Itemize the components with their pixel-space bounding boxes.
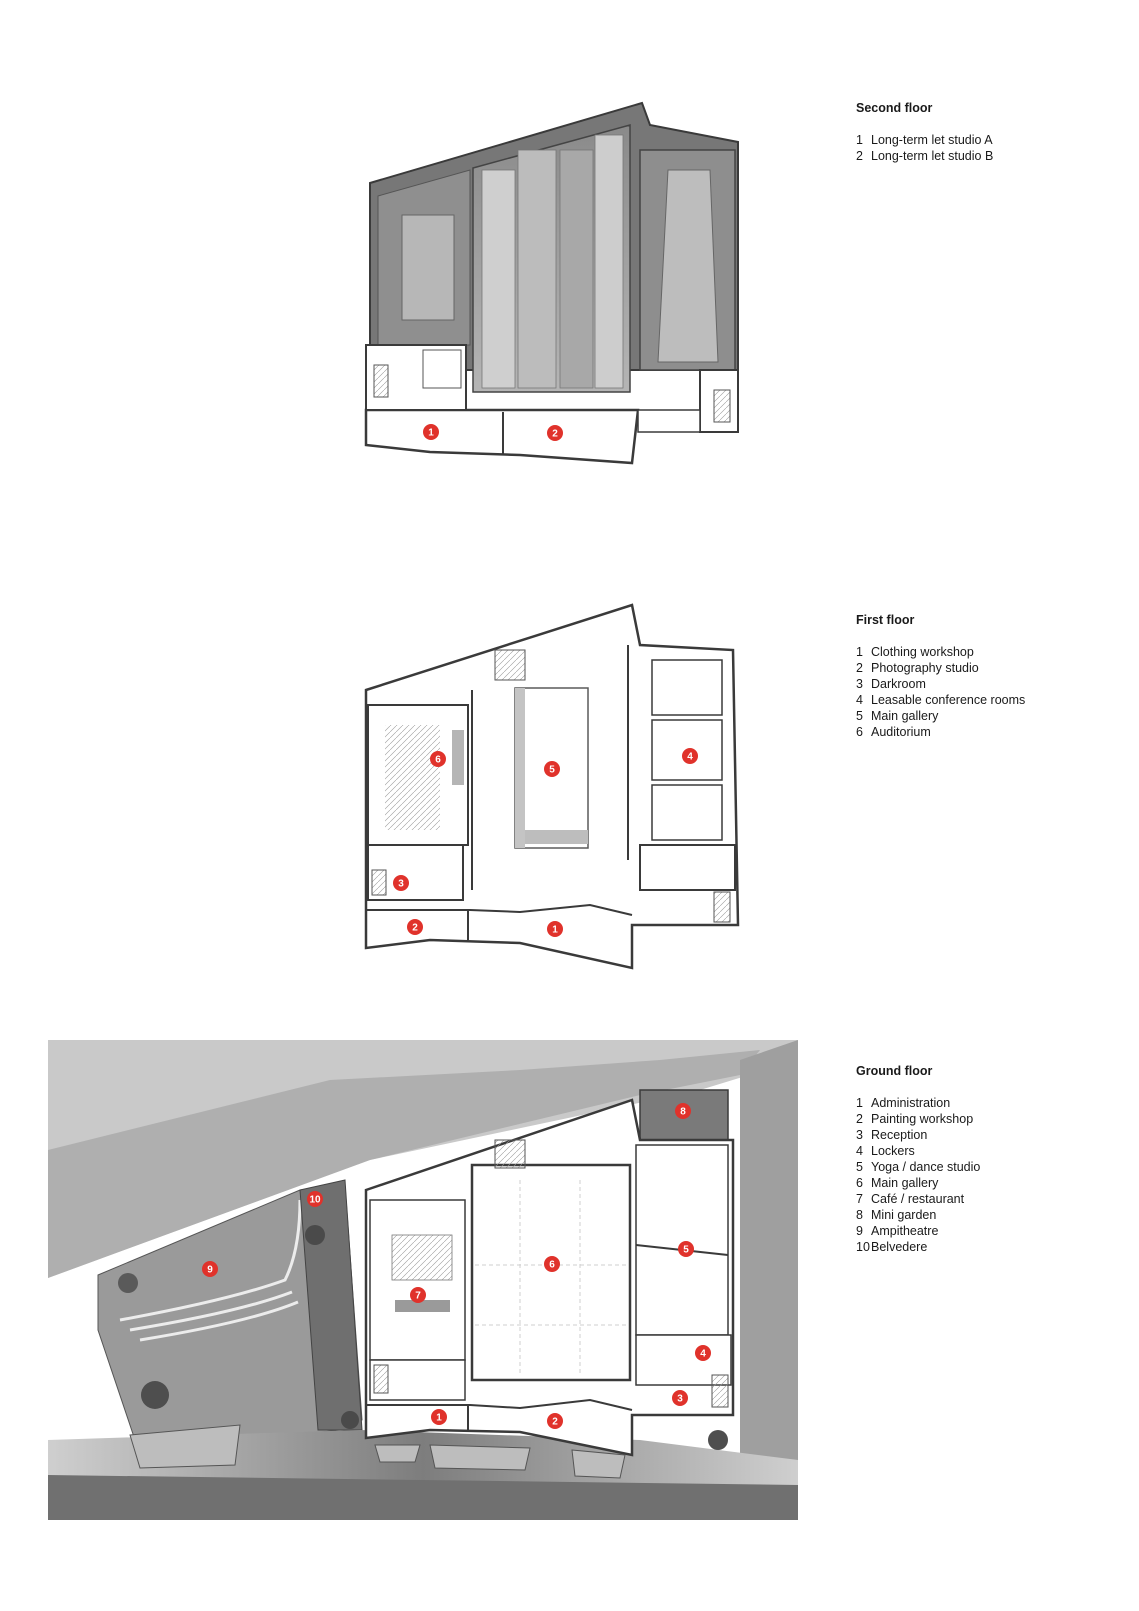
main-gallery-ground <box>472 1165 630 1380</box>
roof-light-right <box>658 170 718 362</box>
marker-ground-8 <box>675 1103 691 1119</box>
roof-ridge-2 <box>518 150 556 388</box>
stair-ground-top <box>495 1140 525 1168</box>
svg-text:1: 1 <box>428 427 434 439</box>
legend-item: 3 Reception <box>856 1128 928 1142</box>
roof-light-left <box>402 215 454 320</box>
svg-text:4: 4 <box>700 1348 706 1360</box>
svg-text:3: 3 <box>398 878 404 890</box>
legend-item: 1 Long-term let studio A <box>856 133 993 147</box>
conference-room-1 <box>652 660 722 715</box>
legend-title: Ground floor <box>856 1064 933 1078</box>
svg-text:6: 6 <box>435 754 441 766</box>
legend-title: Second floor <box>856 101 933 115</box>
svg-text:2: 2 <box>412 922 418 934</box>
legend-item: 1 Clothing workshop <box>856 645 974 659</box>
service-core-right <box>640 845 735 890</box>
legend-item: 4 Leasable conference rooms <box>856 693 1026 707</box>
cafe-tables <box>392 1235 452 1280</box>
landscape-right-terrain <box>740 1040 798 1520</box>
svg-text:2: 2 <box>552 428 558 440</box>
legend-item: 3 Darkroom <box>856 677 926 691</box>
tree <box>118 1273 138 1293</box>
marker-second-2 <box>547 425 563 441</box>
marker-second-1 <box>423 424 439 440</box>
marker-ground-10 <box>307 1191 323 1207</box>
svg-text:5: 5 <box>549 764 555 776</box>
stair-first-top <box>495 650 525 680</box>
stair-right <box>714 390 730 422</box>
svg-text:6: 6 <box>549 1259 555 1271</box>
stair-first-left <box>372 870 386 895</box>
marker-ground-4 <box>695 1345 711 1361</box>
yoga-studio <box>636 1145 728 1335</box>
roof-ridge-1 <box>482 170 515 388</box>
marker-ground-1 <box>431 1409 447 1425</box>
svg-text:4: 4 <box>687 751 693 763</box>
legend-item: 10 Belvedere <box>856 1240 928 1254</box>
tree <box>141 1381 169 1409</box>
first-floor-plan <box>366 605 738 968</box>
legend-title: First floor <box>856 613 915 627</box>
svg-text:5: 5 <box>683 1244 689 1256</box>
planter <box>572 1450 625 1478</box>
legend-item: 9 Ampitheatre <box>856 1224 939 1238</box>
svg-text:10: 10 <box>309 1194 321 1206</box>
roof-ridge-4 <box>595 135 623 388</box>
marker-first-1 <box>547 921 563 937</box>
cafe-bar <box>395 1300 450 1312</box>
legend-item: 6 Auditorium <box>856 725 931 739</box>
second-floor-plan <box>366 103 738 463</box>
bridge <box>638 410 700 432</box>
svg-text:7: 7 <box>415 1290 421 1302</box>
legend-item: 8 Mini garden <box>856 1208 937 1222</box>
planter <box>430 1445 530 1470</box>
marker-first-2 <box>407 919 423 935</box>
marker-ground-3 <box>672 1390 688 1406</box>
legend-item: 2 Photography studio <box>856 661 979 675</box>
stair-first-right <box>714 892 730 922</box>
svg-text:1: 1 <box>552 924 558 936</box>
legend-item: 4 Lockers <box>856 1144 915 1158</box>
marker-first-4 <box>682 748 698 764</box>
marker-first-3 <box>393 875 409 891</box>
marker-first-6 <box>430 751 446 767</box>
marker-ground-7 <box>410 1287 426 1303</box>
legend-item: 5 Main gallery <box>856 709 939 723</box>
marker-ground-5 <box>678 1241 694 1257</box>
auditorium-seats <box>385 725 440 830</box>
roof-ridge-3 <box>560 150 593 388</box>
conference-room-3 <box>652 785 722 840</box>
marker-ground-9 <box>202 1261 218 1277</box>
tree <box>708 1430 728 1450</box>
stair-ground-right <box>712 1375 728 1407</box>
marker-ground-2 <box>547 1413 563 1429</box>
svg-text:3: 3 <box>677 1393 683 1405</box>
svg-text:2: 2 <box>552 1416 558 1428</box>
stair-left <box>374 365 388 397</box>
legend-item: 2 Painting workshop <box>856 1112 974 1126</box>
svg-text:9: 9 <box>207 1264 213 1276</box>
planter <box>375 1445 420 1462</box>
tree <box>341 1411 359 1429</box>
gallery-void-shadow <box>515 830 588 844</box>
legend-item: 2 Long-term let studio B <box>856 149 994 163</box>
legend-item: 1 Administration <box>856 1096 951 1110</box>
legend-item: 5 Yoga / dance studio <box>856 1160 981 1174</box>
marker-ground-6 <box>544 1256 560 1272</box>
svg-text:1: 1 <box>436 1412 442 1424</box>
legend-item: 6 Main gallery <box>856 1176 939 1190</box>
marker-first-5 <box>544 761 560 777</box>
auditorium-stage <box>452 730 464 785</box>
svg-text:8: 8 <box>680 1106 686 1118</box>
stair-ground-left <box>374 1365 388 1393</box>
wc-left <box>423 350 461 388</box>
legend-item: 7 Café / restaurant <box>856 1192 965 1206</box>
tree <box>305 1225 325 1245</box>
gallery-void-edge <box>515 688 525 848</box>
